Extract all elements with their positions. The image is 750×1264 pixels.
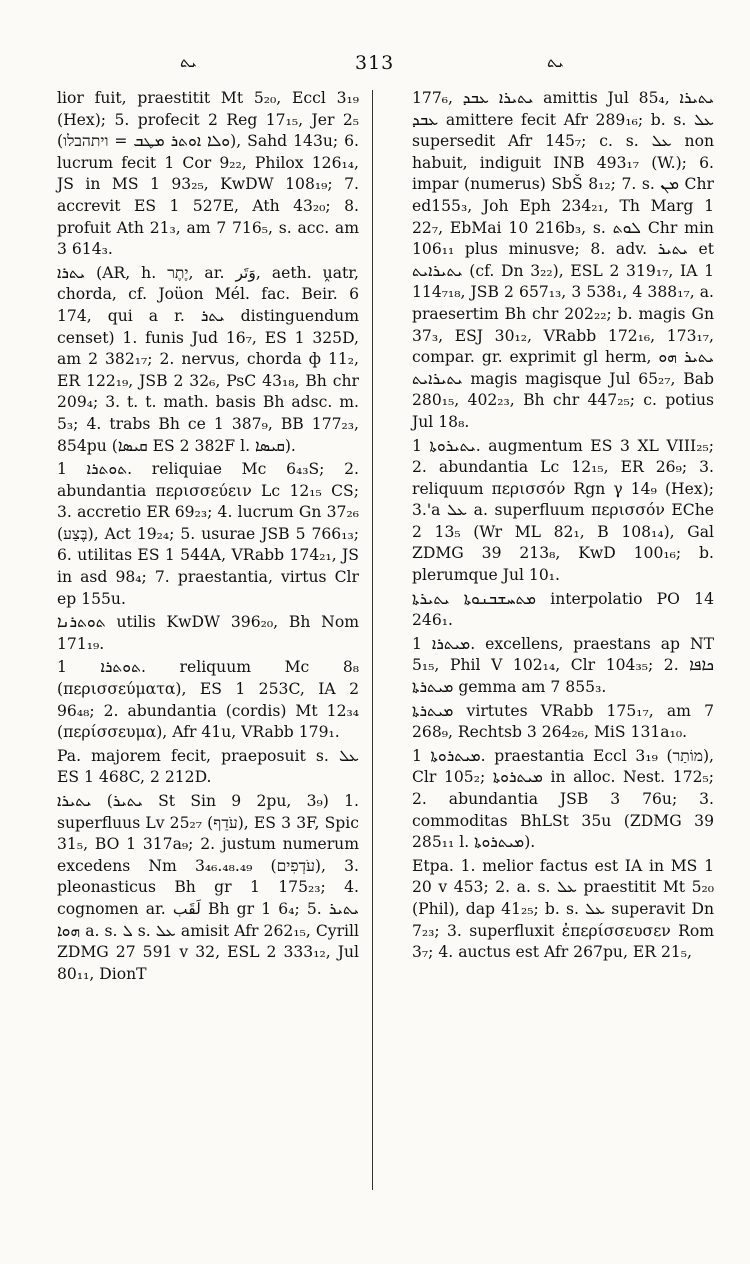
dictionary-entry: ܬܘܬܪܐ 1. reliquiae Mc 6₄₃S; 2. abundantia περισσεύειν Lc 12₁₅ CS; 3. accretio ER 69₂₃; 4. lucrum Gn 37₂₆ (בֶּצַע), Act 19₂₄; 5. usurae JSB 5 766₁₃; 6. utilitas ES 1 544A, VRabb 174₂₁, JS in asd 98₄; 7. praestantia, virtus Clr ep 155u. [57, 460, 359, 608]
dictionary-entry: ܬܘܬܪܢܐ utilis KwDW 396₂₀, Bh Nom 171₁₉. [57, 613, 359, 653]
dictionary-entry: lior fuit, praestitit Mt 5₂₀, Eccl 3₁₉ (Hex); 5. profecit 2 Reg 17₁₅, Jer 2₅ (ܘܠܐ ܐܘܬܪ ܡܛܒ = ויתהבלו), Sahd 143u; 6. lucrum fecit 1 Cor 9₂₂, Philox 126₁₄, JS in MS 1 93₂₅, KwDW 108₁₉; 7. accrevit ES 1 527E, Ath 43₂₀; 8. profuit Ath 21₃, am 7 716₅, s. acc. am 3 614₃. [57, 89, 359, 259]
page-number: 313 [355, 52, 395, 74]
left-column [57, 88, 359, 987]
dictionary-entry: 177₆, ܝܬܝܪܐ ܥܒܕ amittis Jul 85₄, ܝܬܝܪܐ ܥܒܕ amittere fecit Afr 289₁₆; b. s. ܥܠ supersedit Afr 145₇; c. s. ܥܠ non habuit, indiguit INB 493₁₇ (W.); 6. impar (numerus) SbŠ 8₁₂; 7. s. ܡܢ Chr ed155₃, Joh Eph 234₂₁, Th Marg 1 22₇, EbMai 10 216b₃, s. ܠܘܬ Chr min 106₁₁ plus minusve; 8. adv. ܝܬܝܪ et ܝܬܝܪܐܝܬ (cf. Dn 3₂₂), ESL 2 319₁₇, IA 1 114₇₁₈, JSB 2 657₁₃, 3 538₁, 4 388₁₇, a. praesertim Bh chr 202₂₂; b. magis Gn 37₃, ESJ 30₁₂, VRabb 172₁₆, 173₁₇, compar. gr. exprimit gl herm, ܝܬܝܪ ܗܘ ܝܬܝܪܐܝܬ magis magisque Jul 65₂₇, Bab 280₁₅, 402₂₃, Bh chr 447₂₅; c. potius Jul 18₈. [412, 89, 715, 431]
dictionary-entry: ܝܬܝܪܐ (ܝܬܝܪ St Sin 9 2pu, 3₉) 1. superfluus Lv 25₂₇ (עֹדֵף), ES 3 3F, Spic 31₅, BO 1 317a₉; 2. justum numerum excedens Nm 3₄₆.₄₈.₄₉ (עֹדְפִים), 3. pleonasticus Bh gr 1 175₂₃; 4. cognomen ar. لَقَب Bh gr 1 6₄; 5. ܝܬܝܪ ܗܘܐ a. s. ܠ s. ܥܠ amisit Afr 262₁₅, Cyrill ZDMG 27 591 v 32, ESL 2 333₁₂, Jul 80₁₁, DionT [57, 792, 359, 983]
dictionary-entry: ܝܬܝܪܘܬܐ 1. augmentum ES 3 XL VIII₂₅; 2. abundantia Lc 12₁₅, ER 26₉; 3. reliquum περισσόν Rgn γ 14₉ (Hex); 3.'a ܥܠ a. superfluum περισσόν EChe 2 13₅ (Wr ML 82₁, B 108₁₄), Gal ZDMG 39 213₈, KwD 100₁₆; b. plerumque Jul 10₁. [412, 436, 715, 585]
dictionary-entry: Etpa. 1. melior factus est IA in MS 1 20 v 453; 2. a. s. ܥܠ praestitit Mt 5₂₀ (Phil), dap 41₂₅; b. s. ܥܠ superavit Dn 7₂₃; 3. superfluxit ἐπερίσσευσεν Rom 3₇; 4. auctus est Afr 267pu, ER 21₅, [412, 856, 714, 962]
dictionary-entry: ܡܝܬܪܐ 1. excellens, praestans ap NT 5₁₅, Phil V 102₁₄, Clr 104₃₅; 2. ܟܐܦܐ ܡܝܬܪܬܐ gemma am 7 855₃. [412, 634, 714, 697]
column-divider [372, 90, 373, 1190]
dictionary-entry: ܡܝܬܪܘܬܐ 1. praestantia Eccl 3₁₉ (מוֹתַר), Clr 105₂; ܡܝܬܪܘܬܐ in alloc. Nest. 172₅; 2. abundantia JSB 3 76u; 3. commoditas BhLSt 35u (ZDMG 39 285₁₁ l. ܡܝܬܪܘܬܐ). [412, 746, 715, 852]
dictionary-entry: Pa. majorem fecit, praeposuit s. ܥܠ ES 1 468C, 2 212D. [57, 746, 359, 787]
header-left-syriac-mark: ܝܬ [180, 52, 197, 71]
right-column [412, 88, 714, 966]
page-header [0, 52, 750, 82]
dictionary-entry: ܡܝܬܪܬܐ virtutes VRabb 175₁₇, am 7 268₉, Rechtsb 3 264₂₆, MiS 131a₁₀. [412, 701, 714, 742]
header-right-syriac-mark: ܝܬ [547, 52, 564, 71]
dictionary-entry: ܡܬܚܫܒܢܘܬܐ ܝܬܝܪܬܐ interpolatio PO 14 246₁. [412, 589, 714, 630]
dictionary-entry: ܬܘܬܪܐ 1. reliquum Mc 8₈ (περισσεύματα), ES 1 253C, IA 2 96₄₈; 2. abundantia (cordis) Mt 12₃₄ (περίσσευμα), Afr 41u, VRabb 179₁. [57, 658, 359, 742]
dictionary-entry: ܝܬܪܐ (AR, h. יֶתֶר, ar. وَتَر, aeth. ṷatr, chorda, cf. Joüon Mél. fac. Beir. 6 174, qui a r. ܝܬܪ distinguendum censet) 1. funis Jud 16₇, ES 1 325D, am 2 382₁₇; 2. nervus, chorda ф 11₂, ER 122₁₉, JSB 2 32₆, PsC 43₁₈, Bh chr 209₄; 3. t. t. math. basis Bh adsc. m. 5₃; 4. trabs Bh ce 1 387₉, BB 177₂₃, 854pu (ܩܝܣܐ ES 2 382F l. ܩܝܣܐ). [57, 263, 359, 455]
